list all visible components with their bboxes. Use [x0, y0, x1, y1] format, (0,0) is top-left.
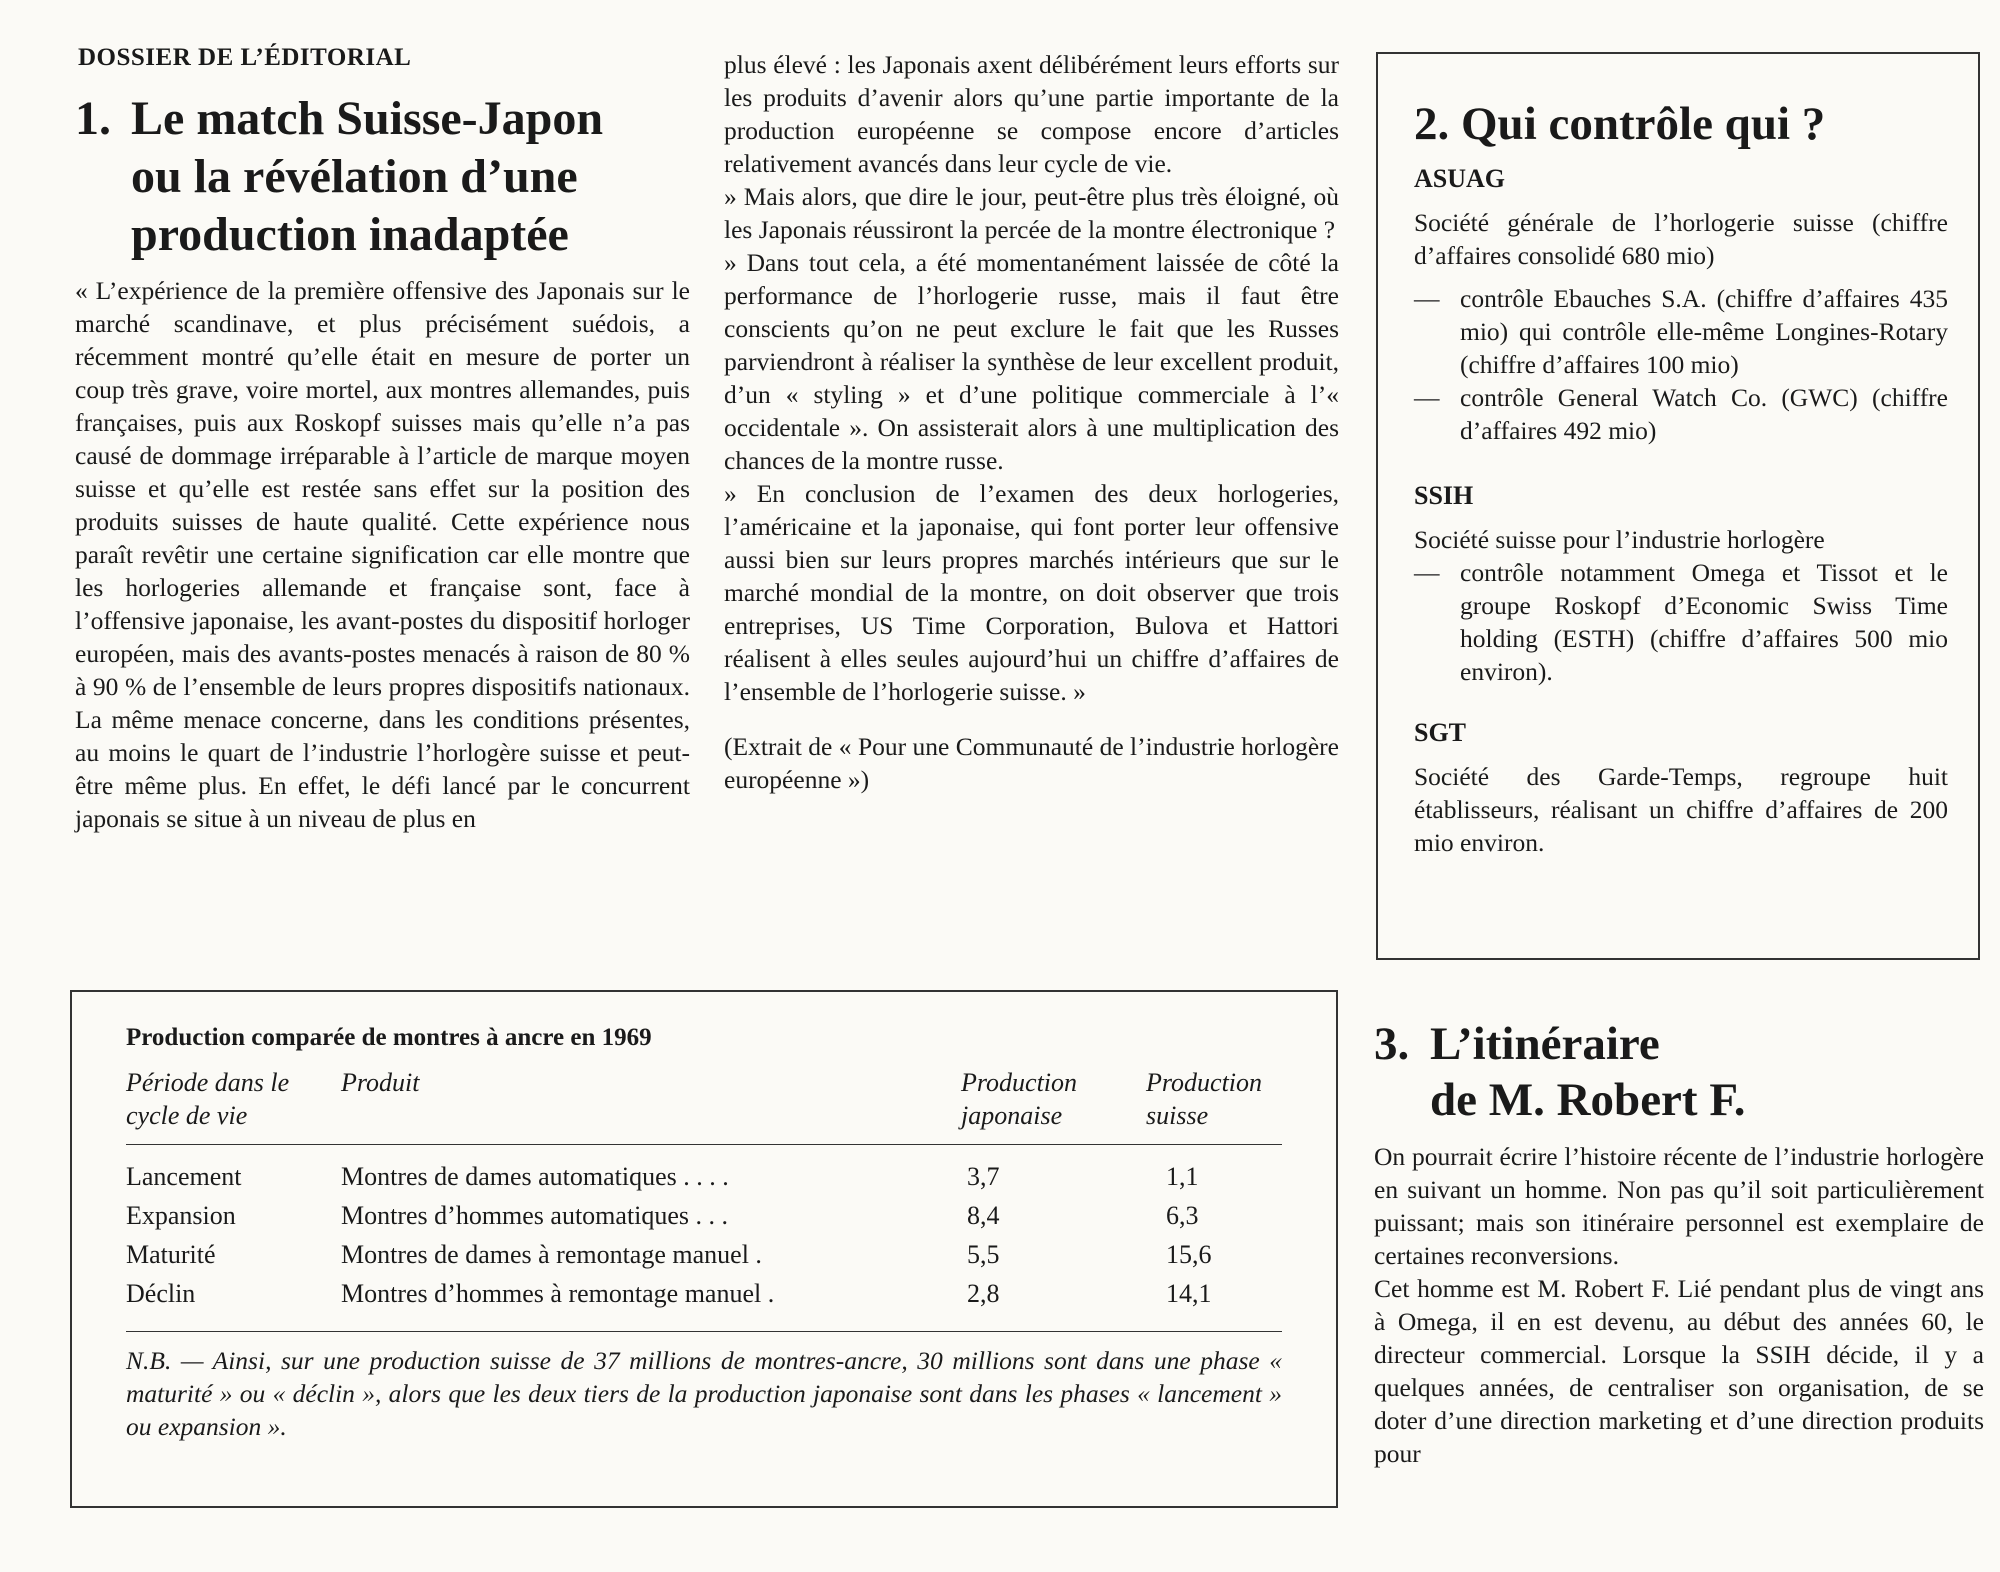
- paragraph: » Mais alors, que dire le jour, peut-être plus très éloigné, où les Japonais réussiront la percée de la montre électronique ?: [724, 182, 1339, 244]
- kicker: DOSSIER DE L’ÉDITORIAL: [78, 44, 412, 71]
- list-item: [1414, 282, 1948, 381]
- source-note: (Extrait de « Pour une Communauté de l’industrie horlogère européenne »): [724, 732, 1339, 794]
- list-item: [1414, 381, 1948, 447]
- list-item: [1414, 556, 1948, 688]
- heading-line-3: production inadaptée: [131, 208, 569, 261]
- table-row: [126, 1235, 1282, 1274]
- dash: —: [1414, 558, 1440, 587]
- cell-swiss: 6,3: [1166, 1201, 1199, 1230]
- asuag-text: Société générale de l’horlogerie suisse (chiffre d’affaires consolidé 680 mio): [1414, 208, 1948, 270]
- ssih-title: SSIH: [1414, 481, 1474, 510]
- asuag-bullet-1: contrôle Ebauches S.A. (chiffre d’affaires 435 mio) qui contrôle elle-même Longines-Rotary (chiffre d’affaires 100 mio): [1460, 284, 1948, 379]
- sgt-text: Société des Garde-Temps, regroupe huit établisseurs, réalisant un chiffre d’affaires de 200 mio environ.: [1414, 762, 1948, 857]
- heading-number: 1.: [75, 92, 111, 145]
- control-box: [1376, 52, 1980, 960]
- cell-japan: 8,4: [967, 1201, 1000, 1230]
- column-header-product: Produit: [341, 1066, 961, 1145]
- table-title: Production comparée de montres à ancre en 1969: [126, 1024, 652, 1051]
- cell-product: Montres de dames automatiques . . . .: [341, 1162, 729, 1191]
- heading-number: 3.: [1374, 1018, 1410, 1070]
- paragraph: On pourrait écrire l’histoire récente de l’industrie horlogère en suivant un homme. Non pas qu’il soit particulièrement puissant; mais son itinéraire personnel est exemplaire de certaines reconversions.: [1374, 1142, 1984, 1270]
- dash: —: [1414, 284, 1440, 313]
- column-header-swiss: Production suisse: [1146, 1066, 1282, 1145]
- article-3-heading: [1374, 1016, 1984, 1128]
- cell-period: Maturité: [126, 1240, 216, 1269]
- table-note: N.B. — Ainsi, sur une production suisse de 37 millions de montres-ancre, 30 millions sont dans une phase « maturité » ou « déclin », alors que les deux tiers de la production japonaise sont dans les phases « lancement » ou expansion ».: [126, 1346, 1282, 1441]
- asuag-bullet-2: contrôle General Watch Co. (GWC) (chiffre d’affaires 492 mio): [1460, 383, 1948, 445]
- sgt-title: SGT: [1414, 718, 1467, 747]
- cell-swiss: 1,1: [1166, 1162, 1199, 1191]
- paragraph: » Dans tout cela, a été momentanément laissée de côté la performance de l’horlogerie russe, mais il faut être conscients qu’on ne peut exclure le fait que les Russes parviendront à réaliser la synthèse de leur excellent produit, d’un « styling » et d’une politique commerciale à l’« occidentale ». On assisterait alors à une multiplication des chances de la montre russe.: [724, 248, 1339, 475]
- paragraph: Cet homme est M. Robert F. Lié pendant plus de vingt ans à Omega, il en est devenu, au début des années 60, le directeur commercial. Lorsque la SSIH décide, il y a quelques années, de centraliser son organisation, de se doter d’une direction marketing et d’une direction produits pour: [1374, 1274, 1984, 1468]
- table-row: [126, 1196, 1282, 1235]
- control-heading: 2. Qui contrôle qui ?: [1414, 98, 1826, 150]
- ssih-bullet-1: contrôle notamment Omega et Tissot et le groupe Roskopf d’Economic Swiss Time holding (ESTH) (chiffre d’affaires 500 mio environ).: [1460, 558, 1948, 686]
- heading-line-1: L’itinéraire: [1430, 1018, 1660, 1070]
- production-table: [126, 1066, 1282, 1313]
- column-header-period: Période dans le cycle de vie: [126, 1066, 341, 1145]
- editorial-column-1: [75, 44, 690, 835]
- cell-japan: 5,5: [967, 1240, 1000, 1269]
- cell-swiss: 15,6: [1166, 1240, 1212, 1269]
- divider: [126, 1331, 1282, 1332]
- cell-product: Montres d’hommes à remontage manuel .: [341, 1279, 775, 1308]
- article-1-heading: [75, 90, 690, 264]
- cell-japan: 2,8: [967, 1279, 1000, 1308]
- production-table-box: [70, 990, 1338, 1508]
- dash: —: [1414, 383, 1440, 412]
- editorial-body-col1: « L’expérience de la première offensive des Japonais sur le marché scandinave, et plus précisément suédois, a récemment montré qu’elle était en mesure de porter un coup très grave, voire mortel, aux montres allemandes, puis françaises, puis aux Roskopf suisses mais qu’elle n’a pas causé de dommage irréparable à l’article de marque moyen suisse et qu’elle est restée sans effet sur la position des produits suisses de haute qualité. Cette expérience nous paraît revêtir une certaine signification car elle montre que les horlogeries allemande et française sont, face à l’offensive japonaise, les avant-postes du dispositif horloger européen, mais des avants-postes menacés à raison de 80 % à 90 % de l’ensemble de leurs propres dispositifs nationaux. La même menace concerne, dans les conditions présentes, au moins le quart de l’industrie l’horlogère suisse et peut-être même plus. En effet, le défi lancé par le concurrent japonais se situe à un niveau de plus en: [75, 276, 690, 833]
- paragraph: » En conclusion de l’examen des deux horlogeries, l’américaine et la japonaise, qui font porter leur offensive aussi bien sur leurs propres marchés intérieurs que sur le marché mondial de la montre, on doit observer que trois entreprises, US Time Corporation, Bulova et Hattori réalisent à elles seules aujourd’hui un chiffre d’affaires de l’ensemble de l’horlogerie suisse. »: [724, 479, 1339, 706]
- table-row: [126, 1274, 1282, 1313]
- asuag-title: ASUAG: [1414, 164, 1506, 193]
- table-row: [126, 1145, 1282, 1197]
- itinerary-column: [1374, 1016, 1984, 1470]
- paragraph: plus élevé : les Japonais axent délibérément leurs efforts sur les produits d’avenir alors qu’une partie importante de la production européenne se compose encore d’articles relativement avancés dans leur cycle de vie.: [724, 50, 1339, 178]
- cell-product: Montres de dames à remontage manuel .: [341, 1240, 762, 1269]
- cell-swiss: 14,1: [1166, 1279, 1212, 1308]
- ssih-text: Société suisse pour l’industrie horlogère: [1414, 525, 1825, 554]
- editorial-column-2: [724, 48, 1339, 796]
- cell-japan: 3,7: [967, 1162, 1000, 1191]
- column-header-japan: Production japonaise: [961, 1066, 1146, 1145]
- heading-line-2: de M. Robert F.: [1430, 1074, 1746, 1126]
- cell-period: Lancement: [126, 1162, 242, 1191]
- cell-period: Expansion: [126, 1201, 236, 1230]
- cell-period: Déclin: [126, 1279, 196, 1308]
- heading-line-1: Le match Suisse-Japon: [131, 92, 604, 145]
- heading-line-2: ou la révélation d’une: [131, 150, 578, 203]
- cell-product: Montres d’hommes automatiques . . .: [341, 1201, 729, 1230]
